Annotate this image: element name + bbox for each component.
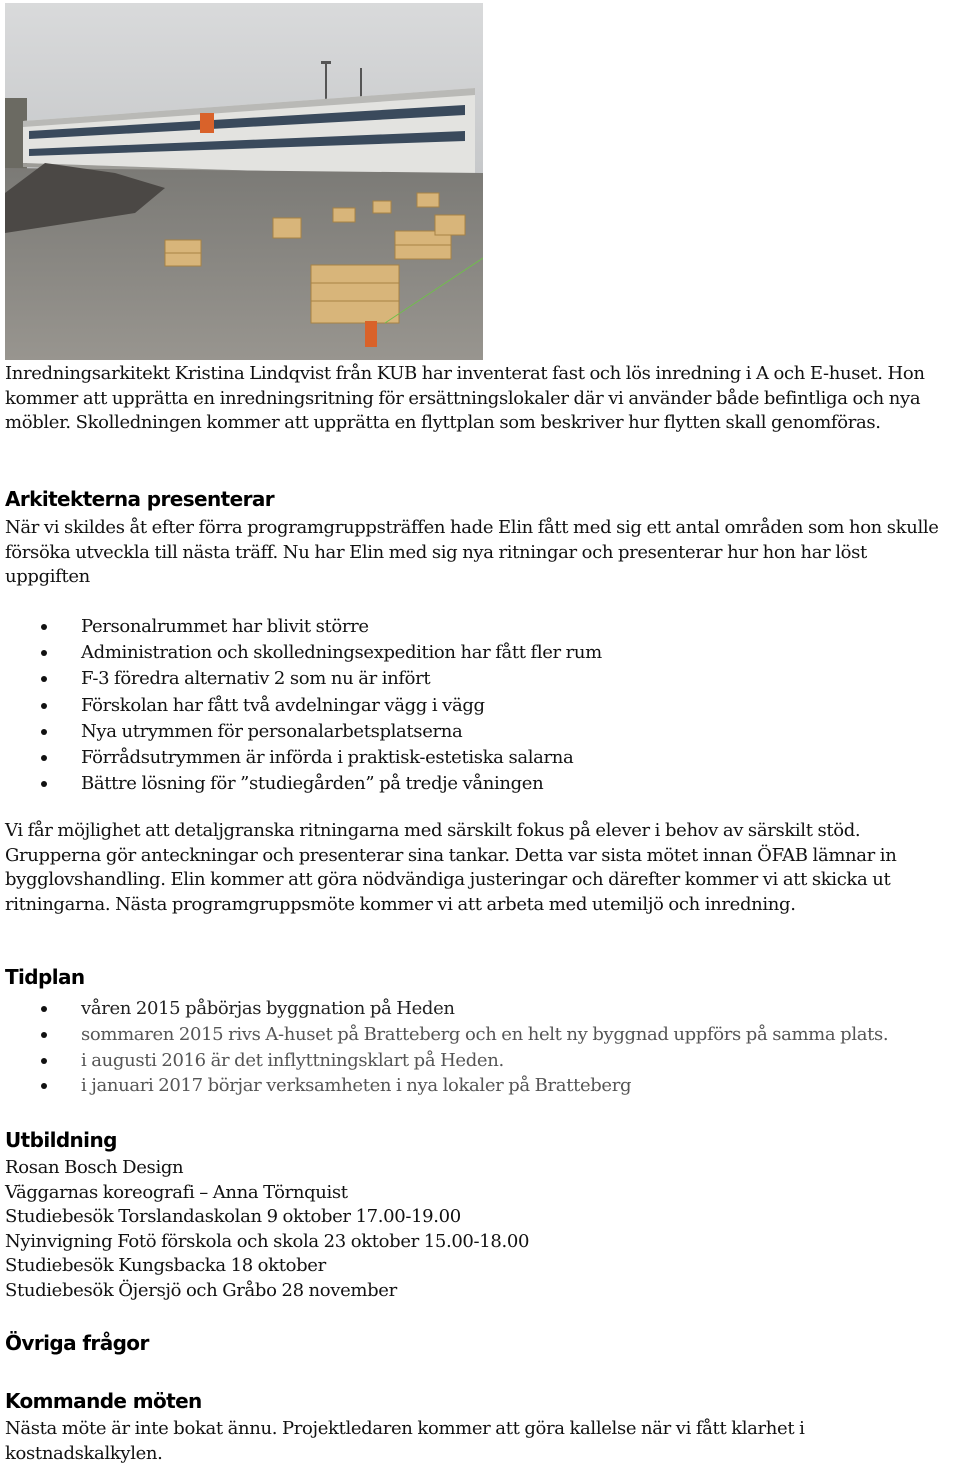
list-item: Nya utrymmen för personalarbetsplatserna: [0, 719, 602, 745]
list-item: sommaren 2015 rivs A-huset på Bratteberg och en helt ny byggnad uppförs på samma plats.: [0, 1022, 888, 1048]
list-item: Bättre lösning för ”studiegården” på tredje våningen: [0, 771, 602, 797]
intro-paragraph: Inredningsarkitekt Kristina Lindqvist från KUB har inventerat fast och lös inredning i A och E-huset. Hon kommer att upprätta en inredningsritning för ersättningslokaler där vi använder både befintliga och nya möbler. Skolledningen kommer att upprätta en flyttplan som beskriver hur flytten skall genomföras.: [5, 363, 925, 433]
tidplan-list: [0, 996, 888, 1099]
heading-ovriga-fragor: Övriga frågor: [5, 1331, 149, 1355]
kommande-paragraph: Nästa möte är inte bokat ännu. Projektledaren kommer att göra kallelse när vi fått klarhet i kostnadskalkylen.: [5, 1418, 805, 1464]
heading-kommande-moten: Kommande möten: [5, 1389, 202, 1413]
utbildning-line: Studiebesök Kungsbacka 18 oktober: [5, 1255, 326, 1276]
list-item: Personalrummet har blivit större: [0, 614, 602, 640]
utbildning-line: Studiebesök Öjersjö och Gråbo 28 november: [5, 1279, 397, 1301]
list-item: våren 2015 påbörjas byggnation på Heden: [0, 996, 888, 1022]
list-item: i januari 2017 börjar verksamheten i nya lokaler på Bratteberg: [0, 1073, 888, 1099]
utbildning-line: Studiebesök Torslandaskolan 9 oktober 17.00-19.00: [5, 1206, 461, 1227]
heading-utbildning: Utbildning: [5, 1128, 117, 1152]
list-item: Förskolan har fått två avdelningar vägg i vägg: [0, 693, 602, 719]
utbildning-line: Nyinvigning Fotö förskola och skola 23 oktober 15.00-18.00: [5, 1230, 530, 1252]
utbildning-lines: [5, 1156, 955, 1303]
list-item: i augusti 2016 är det inflyttningsklart på Heden.: [0, 1048, 888, 1074]
heading-tidplan: Tidplan: [5, 965, 85, 989]
utbildning-line: Väggarnas koreografi – Anna Törnquist: [5, 1181, 348, 1203]
list-item: Förrådsutrymmen är införda i praktisk-estetiska salarna: [0, 745, 602, 771]
list-item: Administration och skolledningsexpedition har fått fler rum: [0, 640, 602, 666]
utbildning-line: Rosan Bosch Design: [5, 1157, 184, 1178]
construction-site-photo: [5, 3, 483, 360]
arkitekter-outro: Vi får möjlighet att detaljgranska ritningarna med särskilt fokus på elever i behov av särskilt stöd. Grupperna gör anteckningar och presenterar sina tankar. Detta var sista mötet innan ÖFAB lämnar in bygglovshandling. Elin kommer att göra nödvändiga justeringar och därefter kommer vi att skicka ut ritningarna. Nästa programgruppsmöte kommer vi att arbeta med utemiljö och inredning.: [5, 820, 897, 915]
arkitekter-list: [0, 614, 602, 797]
arkitekter-paragraph: När vi skildes åt efter förra programgruppsträffen hade Elin fått med sig ett antal områden som hon skulle försöka utveckla till nästa träff. Nu har Elin med sig nya ritningar och presenterar hur hon har löst uppgiften: [5, 517, 939, 587]
list-item: F-3 föredra alternativ 2 som nu är infört: [0, 666, 602, 692]
heading-arkitekterna: Arkitekterna presenterar: [5, 487, 275, 511]
